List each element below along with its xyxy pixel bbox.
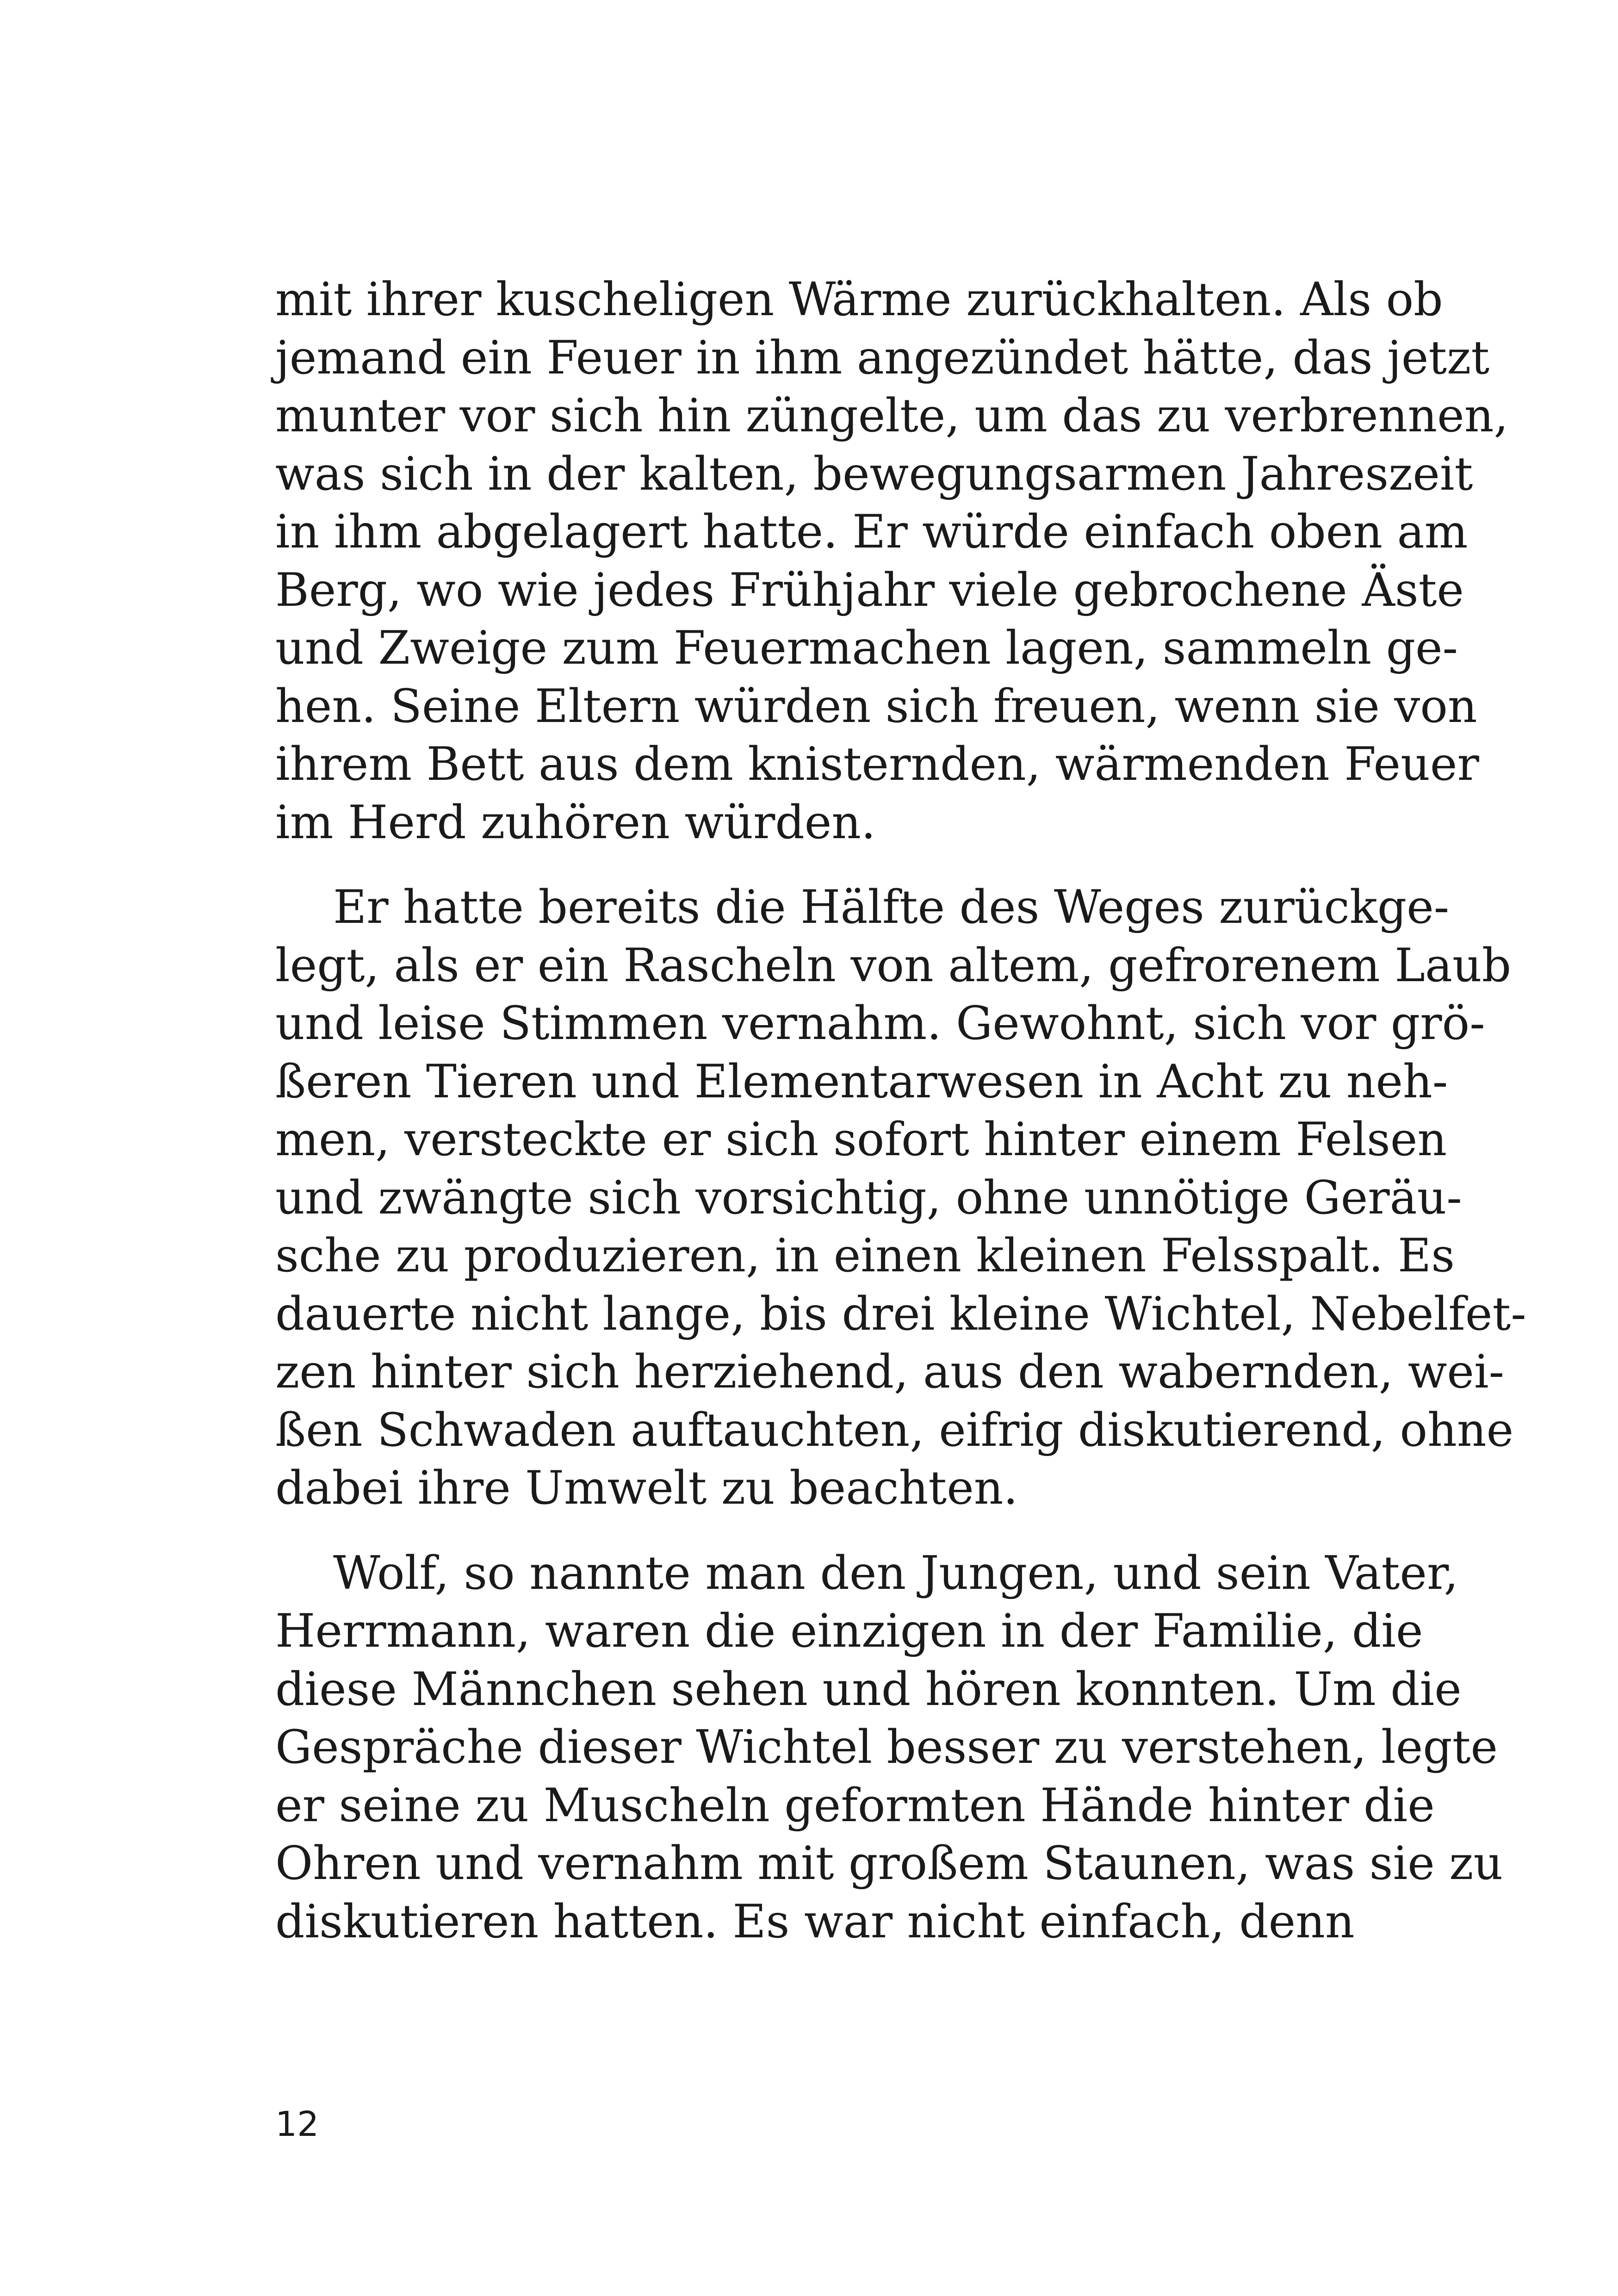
- text-line: hen. Seine Eltern würden sich freuen, wenn sie von: [275, 679, 1477, 733]
- text-line: was sich in der kalten, bewegungsarmen Jahreszeit: [275, 447, 1473, 501]
- text-line: dabei ihre Umwelt zu beachten.: [275, 1462, 1018, 1515]
- text-line: men, versteckte er sich sofort hinter einem Felsen: [275, 1113, 1447, 1166]
- paragraph-gap: [275, 1518, 1346, 1544]
- text-line: und Zweige zum Feuermachen lagen, sammeln ge-: [275, 622, 1458, 675]
- text-line: Gespräche dieser Wichtel besser zu verstehen, legte: [275, 1721, 1498, 1774]
- text-line: ßen Schwaden auftauchten, eifrig diskutierend, ohne: [275, 1403, 1514, 1457]
- page-number: 12: [275, 2104, 319, 2144]
- text-line: Herrmann, waren die einzigen in der Familie, die: [275, 1605, 1423, 1658]
- text-line: im Herd zuhören würden.: [275, 796, 876, 849]
- text-line: sche zu produzieren, in einen kleinen Felsspalt. Es: [275, 1229, 1455, 1282]
- text-line: diese Männchen sehen und hören konnten. Um die: [275, 1662, 1462, 1716]
- text-line: diskutieren hatten. Es war nicht einfach, denn: [275, 1895, 1355, 1948]
- text-line: in ihm abgelagert hatte. Er würde einfach oben am: [275, 505, 1468, 559]
- text-line: er seine zu Muscheln geformten Hände hinter die: [275, 1779, 1435, 1832]
- text-line: dauerte nicht lange, bis drei kleine Wichtel, Nebelfet-: [275, 1287, 1526, 1341]
- text-line: und zwängte sich vorsichtig, ohne unnötige Geräu-: [275, 1171, 1462, 1225]
- paragraph-gap: [275, 852, 1346, 878]
- text-line: jemand ein Feuer in ihm angezündet hätte, das jetzt: [275, 331, 1490, 385]
- body-text: [275, 271, 1526, 1951]
- text-line: mit ihrer kuscheligen Wärme zurückhalten. Als ob: [275, 273, 1443, 326]
- text-line: legt, als er ein Rascheln von altem, gefrorenem Laub: [275, 939, 1512, 992]
- text-line: Berg, wo wie jedes Frühjahr viele gebrochene Äste: [275, 563, 1464, 617]
- text-line: Ohren und vernahm mit großem Staunen, was sie zu: [275, 1837, 1503, 1890]
- text-line: und leise Stimmen vernahm. Gewohnt, sich vor grö-: [275, 997, 1485, 1050]
- text-line: zen hinter sich herziehend, aus den wabernden, wei-: [275, 1345, 1505, 1399]
- text-line: ihrem Bett aus dem knisternden, wärmenden Feuer: [275, 738, 1479, 791]
- text-line: Er hatte bereits die Hälfte des Weges zurückge-: [333, 881, 1450, 934]
- text-line: ßeren Tieren und Elementarwesen in Acht zu neh-: [275, 1055, 1448, 1108]
- text-line: munter vor sich hin züngelte, um das zu verbrennen,: [275, 389, 1508, 442]
- text-line: Wolf, so nannte man den Jungen, und sein Vater,: [333, 1546, 1458, 1600]
